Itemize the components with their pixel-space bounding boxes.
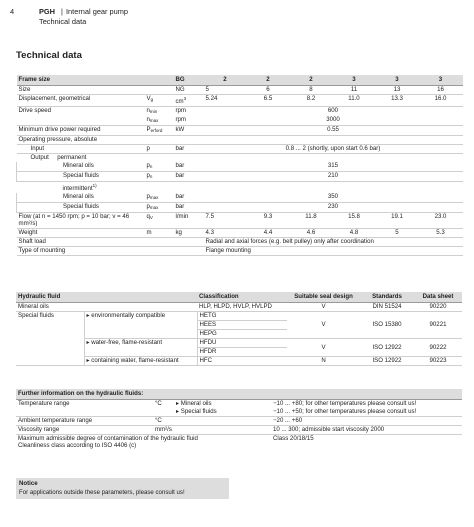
symbol: p — [145, 145, 174, 154]
header-bg: BG — [174, 75, 204, 86]
table-row — [17, 203, 463, 213]
cell-value: 210 — [204, 172, 463, 182]
row-label: ▸ water-free, flame-resistant — [84, 339, 197, 357]
row-label: Drive speed — [18, 107, 52, 115]
unit: bar — [174, 162, 204, 172]
header-col: 2 — [204, 75, 247, 86]
row-label: ▸ environmentally compatible — [84, 312, 197, 339]
cell-value: V — [287, 303, 360, 312]
unit: $cm^3$ — [174, 95, 204, 107]
cell-value: 6 — [247, 86, 290, 95]
table-row — [17, 213, 463, 229]
table-row — [17, 172, 463, 182]
table-row — [16, 417, 462, 426]
technical-data-table — [16, 75, 463, 256]
table-row — [17, 193, 463, 203]
cell-value: 23.0 — [419, 213, 463, 229]
cell-value: ISO 12922 — [360, 357, 414, 366]
header-col: 2 — [290, 75, 333, 86]
cell-value: 4.6 — [290, 229, 333, 238]
page-number: 4 — [10, 7, 15, 16]
symbol: $n_{min}$ — [146, 107, 158, 115]
table-header-row — [16, 389, 462, 400]
table-row — [17, 229, 463, 238]
row-label: Mineral oils — [16, 303, 197, 312]
row-label: Input — [17, 145, 145, 154]
cell-value: 16 — [419, 86, 463, 95]
table-row — [17, 182, 463, 194]
unit: °C — [155, 400, 162, 407]
cell-value: −10 ... +80; for other temperatures please consult us! — [273, 400, 417, 407]
further-info-table — [16, 389, 462, 458]
row-label: Mineral oils — [17, 193, 145, 203]
row-label: Weight — [17, 229, 145, 238]
table-row — [16, 303, 462, 312]
symbol: $q_V$ — [145, 213, 174, 229]
row-label: Ambient temperature range — [16, 417, 153, 426]
cell-value: 600 — [327, 107, 339, 115]
cell-value: 11.0 — [333, 95, 376, 107]
cell-value: 8.2 — [290, 95, 333, 107]
row-label: ▸ Special fluids — [174, 408, 271, 417]
unit: bar — [174, 172, 204, 182]
header-symbol — [145, 75, 174, 86]
row-label: Displacement, geometrical — [17, 95, 145, 107]
table-row — [16, 312, 462, 321]
cell-value: HEES — [197, 321, 287, 330]
cell-value: 11 — [333, 86, 376, 95]
cell-value: 230 — [204, 203, 463, 213]
row-label: Special fluids — [16, 312, 84, 366]
table-row — [17, 86, 463, 95]
row-label: Operating pressure, absolute — [17, 136, 463, 145]
notice-title: Notice — [19, 480, 38, 487]
table-row — [17, 116, 463, 126]
header-hydraulic-fluid: Hydraulic fluid — [16, 292, 197, 303]
table-row — [17, 145, 463, 154]
table-row — [16, 400, 462, 409]
cell-value: DIN 51524 — [360, 303, 414, 312]
header-seal: Suitable seal design — [287, 292, 360, 303]
row-label: Minimum drive power required — [17, 126, 145, 136]
symbol: $V_g$ — [145, 95, 174, 107]
header-col: 2 — [247, 75, 290, 86]
symbol: $p_{max}$ — [145, 203, 174, 213]
document-title: Internal gear pump — [66, 7, 129, 16]
cell-value: 0.55 — [204, 126, 463, 136]
cell-value: 90223 — [414, 357, 462, 366]
cell-value: N — [287, 357, 360, 366]
header-frame-size: Frame size — [17, 75, 145, 86]
cell-value: ISO 15380 — [360, 312, 414, 339]
header-standards: Standards — [360, 292, 414, 303]
cell-value: 16.0 — [419, 95, 463, 107]
table-header-row — [16, 292, 462, 303]
cell-value: 90220 — [414, 303, 462, 312]
row-label: ▸ Mineral oils — [176, 400, 212, 407]
header-col: 3 — [419, 75, 463, 86]
cell-value: −10 ... +50; for other temperatures please consult us! — [271, 408, 462, 417]
cell-value: 4.3 — [204, 229, 247, 238]
cell-value: HFDU — [197, 339, 287, 348]
cell-value: 13.3 — [376, 95, 419, 107]
cell-value: 7.5 — [204, 213, 247, 229]
unit: kW — [174, 126, 204, 136]
row-label: Special fluids — [17, 172, 145, 182]
unit: rpm — [175, 107, 186, 115]
cell-value: HETG — [197, 312, 287, 321]
symbol: $p_n$ — [145, 172, 174, 182]
cell-value: 90221 — [414, 312, 462, 339]
cell-value: 3000 — [204, 116, 463, 126]
row-label: Flow (at n = 1450 rpm; p = 10 bar; v = 46 mm²/s) — [17, 213, 145, 229]
symbol: $n_{max}$ — [145, 116, 174, 126]
cell-value: 90222 — [414, 339, 462, 357]
cell-value: 5 — [204, 86, 247, 95]
cell-value: Flange mounting — [204, 247, 463, 256]
table-row — [16, 435, 462, 459]
cell-value: 11.8 — [290, 213, 333, 229]
cell-value: 19.1 — [376, 213, 419, 229]
row-label: Maximum admissible degree of contamination of the hydraulic fluid Cleanliness class according to ISO 4406 (c) — [18, 435, 198, 450]
cell-value: HFDR — [197, 348, 287, 357]
table-row — [17, 126, 463, 136]
cell-value: 315 — [204, 162, 463, 172]
table-row — [17, 95, 463, 107]
cell-value: 0.8 ... 2 (shortly, upon start 0.6 bar) — [204, 145, 463, 154]
cell-value: 8 — [290, 86, 333, 95]
unit: bar — [174, 193, 204, 203]
unit: mm²/s — [153, 426, 174, 435]
header-col: 3 — [333, 75, 376, 86]
cell-value: 4.4 — [247, 229, 290, 238]
cell-value: 350 — [204, 193, 463, 203]
symbol: $p_n$ — [145, 162, 174, 172]
cell-value: V — [287, 312, 360, 339]
cell-value: HLP, HLPD, HVLP, HVLPD — [197, 303, 287, 312]
row-label: Mineral oils — [17, 162, 145, 172]
cell-value: Class 20/18/15 — [273, 435, 314, 442]
header-separator: | — [61, 7, 63, 16]
header-classification: Classification — [197, 292, 287, 303]
row-label: intermittent$^{1)}$ — [62, 183, 97, 193]
cell-value: ISO 12922 — [360, 339, 414, 357]
symbol: $p_{max}$ — [145, 193, 174, 203]
product-name: PGH — [39, 7, 56, 16]
unit: rpm — [174, 116, 204, 126]
header-col: 3 — [376, 75, 419, 86]
notice-box — [16, 478, 229, 499]
symbol: $P_{erford}$ — [145, 126, 174, 136]
cell-value: Radial and axial forces (e.g. belt pulley) only after coordination — [204, 238, 463, 247]
cell-value: 9.3 — [247, 213, 290, 229]
table-row — [17, 136, 463, 145]
cell-value: 4.8 — [333, 229, 376, 238]
unit: l/min — [174, 213, 204, 229]
cell-value: 6.5 — [247, 95, 290, 107]
row-label: ▸ containing water, flame-resistant — [84, 357, 197, 366]
cell-value: 5.24 — [204, 95, 247, 107]
cell-value: 10 ... 300; admissible start viscosity 2000 — [271, 426, 462, 435]
unit: bar — [174, 203, 204, 213]
header-data-sheet: Data sheet — [414, 292, 462, 303]
table-row — [16, 426, 462, 435]
row-label: Viscosity range — [16, 426, 153, 435]
unit: kg — [174, 229, 204, 238]
row-label: Output permanent — [30, 154, 87, 162]
hydraulic-fluid-table — [16, 292, 462, 366]
unit: NG — [174, 86, 204, 95]
table-row — [17, 247, 463, 256]
table-row — [17, 107, 463, 117]
table-row — [17, 154, 463, 163]
table-header-row — [17, 75, 463, 86]
unit: bar — [174, 145, 204, 154]
symbol: m — [145, 229, 174, 238]
cell-value: 5.3 — [419, 229, 463, 238]
unit: °C — [153, 417, 174, 426]
row-label: Size — [17, 86, 145, 95]
row-label: Special fluids — [17, 203, 145, 213]
cell-value: V — [287, 339, 360, 357]
table-row — [17, 238, 463, 247]
cell-value: 13 — [376, 86, 419, 95]
document-subtitle: Technical data — [39, 16, 87, 26]
row-label: Type of mounting — [17, 247, 145, 256]
header-further-info: Further information on the hydraulic fluids: — [16, 389, 462, 400]
section-title: Technical data — [16, 50, 82, 61]
row-label: Temperature range — [18, 400, 70, 407]
table-row — [17, 162, 463, 172]
table-row — [16, 408, 462, 417]
cell-value: 15.8 — [333, 213, 376, 229]
cell-value: −20 ... +60 — [271, 417, 462, 426]
notice-text: For applications outside these parameters, please consult us! — [19, 489, 185, 496]
row-label: Shaft load — [17, 238, 145, 247]
cell-value: 5 — [376, 229, 419, 238]
cell-value: HFC — [197, 357, 287, 366]
cell-value: HEPG — [197, 330, 287, 339]
